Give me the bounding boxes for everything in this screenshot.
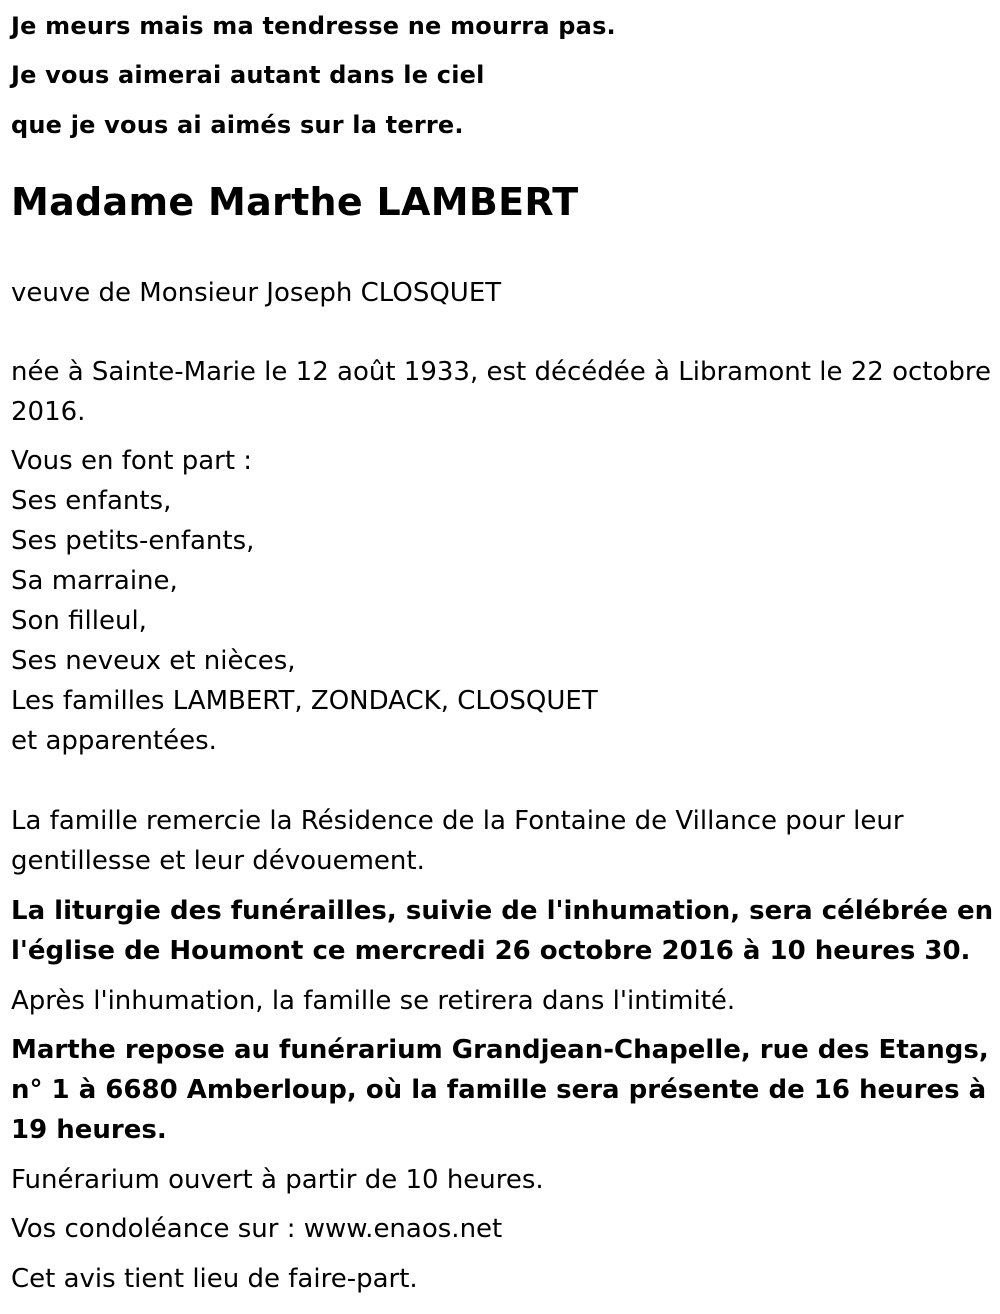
announcer-item: Ses petits-enfants, [11, 526, 255, 556]
funerarium-paragraph: Marthe repose au funérarium Grandjean-Chapelle, rue des Etangs, n° 1 à 6680 Amberloup, où la famille sera présente de 16 heures à 19 heures. [11, 1035, 989, 1145]
announcer-item: Ses neveux et nièces, [11, 646, 296, 676]
verse-line-2: Je vous aimerai autant dans le ciel [11, 61, 485, 89]
verse-line-1: Je meurs mais ma tendresse ne mourra pas. [11, 12, 616, 40]
announcer-item: Ses enfants, [11, 486, 172, 516]
thanks-paragraph: La famille remercie la Résidence de la Fontaine de Villance pour leur gentillesse et leur dévouement. [11, 806, 904, 876]
announcer-item: Les familles LAMBERT, ZONDACK, CLOSQUET [11, 686, 598, 716]
widow-of-line: veuve de Monsieur Joseph CLOSQUET [11, 278, 502, 308]
announcer-item: et apparentées. [11, 726, 217, 756]
after-burial-line: Après l'inhumation, la famille se retirera dans l'intimité. [11, 986, 736, 1016]
condolences-line: Vos condoléance sur : www.enaos.net [11, 1214, 503, 1244]
announcer-item: Son filleul, [11, 606, 147, 636]
deceased-name: Madame Marthe LAMBERT [11, 180, 579, 224]
announcers-intro: Vous en font part : [11, 446, 253, 476]
liturgy-paragraph: La liturgie des funérailles, suivie de l'inhumation, sera célébrée en l'église de Houmont ce mercredi 26 octobre 2016 à 10 heures 30. [11, 896, 994, 966]
notice-line: Cet avis tient lieu de faire-part. [11, 1264, 418, 1294]
announcer-item: Sa marraine, [11, 566, 178, 596]
birth-death-paragraph: née à Sainte-Marie le 12 août 1933, est décédée à Libramont le 22 octobre 2016. [11, 357, 992, 427]
verse-line-3: que je vous ai aimés sur la terre. [11, 111, 464, 139]
funerarium-opening-line: Funérarium ouvert à partir de 10 heures. [11, 1165, 544, 1195]
announcers-block [11, 441, 995, 761]
